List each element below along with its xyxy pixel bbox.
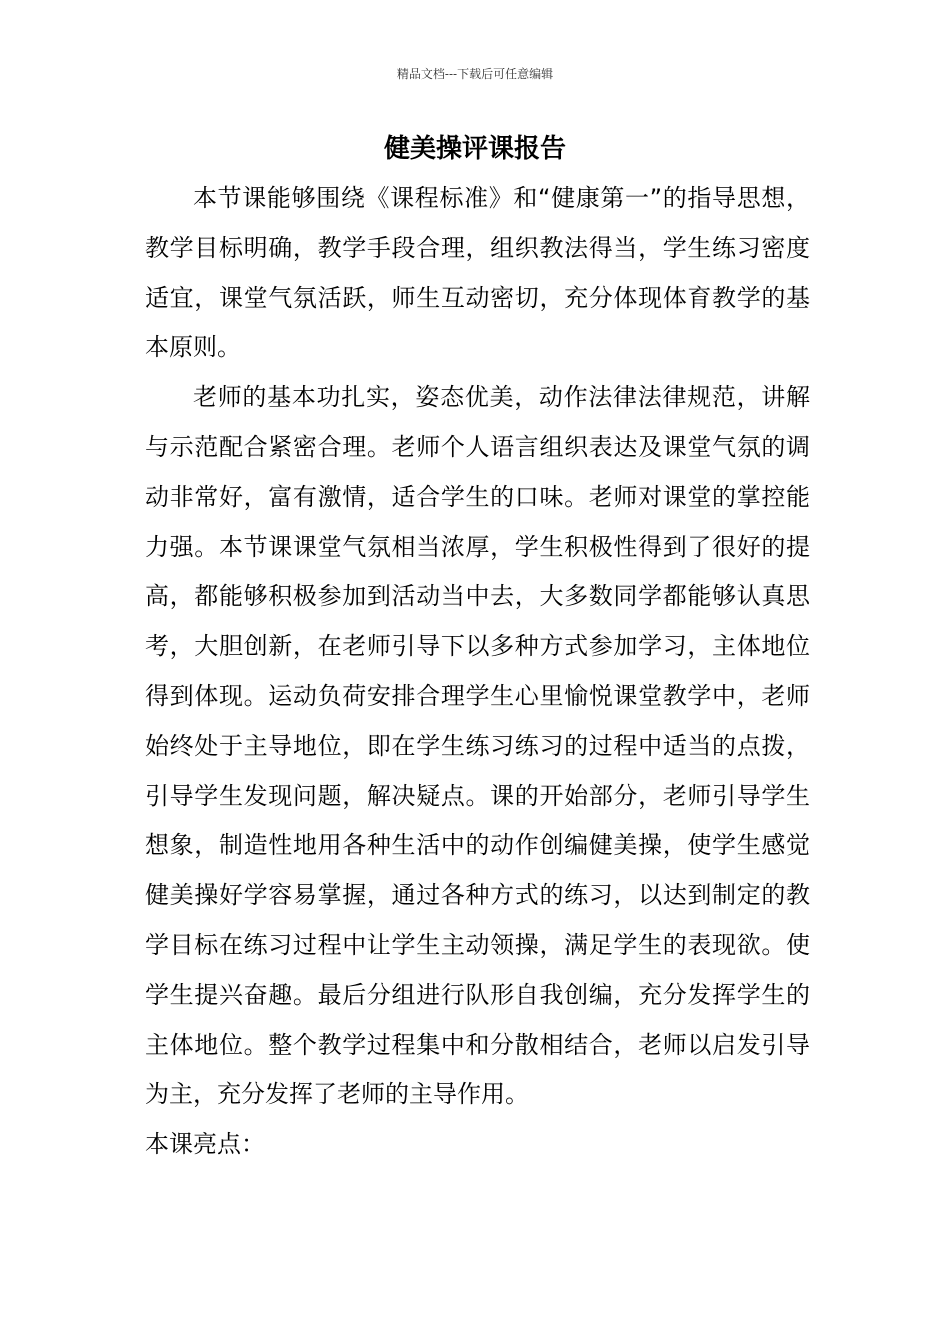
paragraph-intro: 本节课能够围绕《课程标准》和“健康第一”的指导思想，教学目标明确，教学手段合理，组织教法得当，学生练习密度适宜，课堂气氛活跃，师生互动密切，充分体现体育教学的基本原则。 <box>145 184 810 362</box>
header-note: 精品文档---下载后可任意编辑 <box>396 67 554 81</box>
section-heading-highlights: 本课亮点： <box>145 1130 265 1159</box>
document-body <box>145 174 810 1170</box>
paragraph-evaluation: 老师的基本功扎实，姿态优美，动作法律法律规范，讲解与示范配合紧密合理。老师个人语言组织表达及课堂气氛的调动非常好，富有激情，适合学生的口味。老师对课堂的掌控能力强。本节课课堂气氛相当浓厚，学生积极性得到了很好的提高，都能够积极参加到活动当中去，大多数同学都能够认真思考，大胆创新，在老师引导下以多种方式参加学习，主体地位得到体现。运动负荷安排合理学生心里愉悦课堂教学中，老师始终处于主导地位，即在学生练习练习的过程中适当的点拨，引导学生发现问题，解决疑点。课的开始部分，老师引导学生想象，制造性地用各种生活中的动作创编健美操，使学生感觉健美操好学容易掌握，通过各种方式的练习，以达到制定的教学目标在练习过程中让学生主动领操，满足学生的表现欲。使学生提兴奋趣。最后分组进行队形自我创编，充分发挥学生的主体地位。整个教学过程集中和分散相结合，老师以启发引导为主，充分发挥了老师的主导作用。 <box>145 383 810 1109</box>
document-title: 健美操评课报告 <box>383 134 566 164</box>
